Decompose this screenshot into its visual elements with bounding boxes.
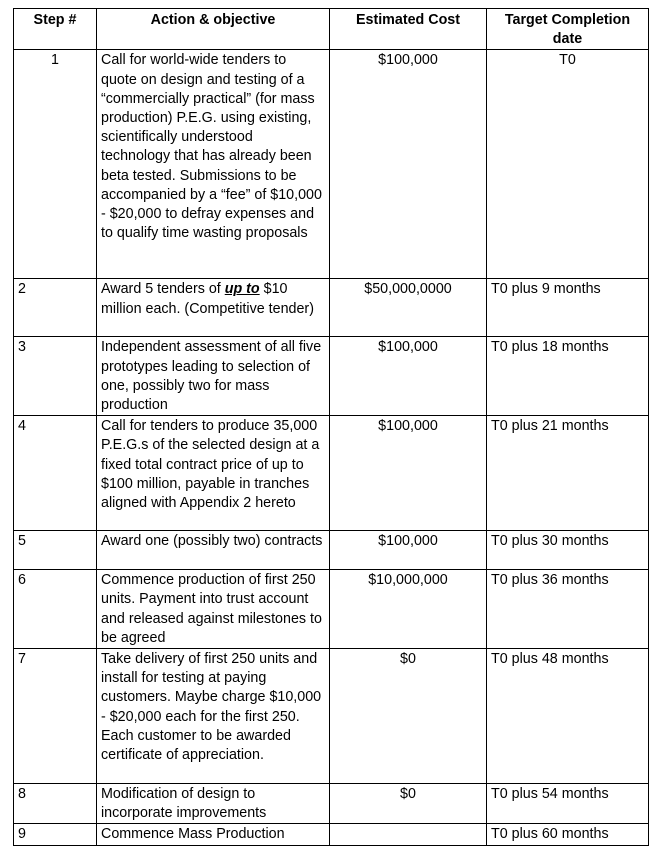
action-objective: Modification of design to incorporate improvements — [97, 784, 330, 824]
step-number: 5 — [14, 531, 97, 570]
step-number: 7 — [14, 649, 97, 784]
header-step: Step # — [14, 9, 97, 50]
action-objective: Award one (possibly two) contracts — [97, 531, 330, 570]
action-objective: Take delivery of first 250 units and install for testing at paying customers. Maybe charge $10,000 - $20,000 each for the first 250. Each customer to be awarded certificate of appreciation. — [97, 649, 330, 784]
target-date: T0 plus 30 months — [487, 531, 649, 570]
target-date: T0 plus 48 months — [487, 649, 649, 784]
table-row — [14, 416, 649, 531]
step-number: 9 — [14, 824, 97, 845]
table-row — [14, 50, 649, 279]
estimated-cost: $10,000,000 — [330, 570, 487, 649]
target-date: T0 plus 18 months — [487, 337, 649, 416]
table-row — [14, 531, 649, 570]
header-date: Target Completion date — [487, 9, 649, 50]
step-number: 2 — [14, 279, 97, 337]
action-objective: Call for world-wide tenders to quote on design and testing of a “commercially practical” (for mass production) P.E.G. using existing, scientifically understood technology that has already been beta tested. Submissions to be accompanied by a “fee” of $10,000 - $20,000 to defray expenses and to qualify time wasting proposals — [97, 50, 330, 279]
table-row — [14, 824, 649, 845]
target-date: T0 plus 54 months — [487, 784, 649, 824]
target-date: T0 plus 21 months — [487, 416, 649, 531]
action-objective: Call for tenders to produce 35,000 P.E.G.s of the selected design at a fixed total contract price of up to $100 million, payable in tranches aligned with Appendix 2 hereto — [97, 416, 330, 531]
step-number: 3 — [14, 337, 97, 416]
table-row — [14, 570, 649, 649]
table-row — [14, 279, 649, 337]
header-row — [14, 9, 649, 50]
header-cost: Estimated Cost — [330, 9, 487, 50]
target-date: T0 plus 36 months — [487, 570, 649, 649]
action-text-pre: Award 5 tenders of — [101, 281, 225, 298]
table-row — [14, 784, 649, 824]
target-date: T0 — [487, 50, 649, 279]
step-number: 4 — [14, 416, 97, 531]
estimated-cost — [330, 824, 487, 845]
target-date: T0 plus 60 months — [487, 824, 649, 845]
action-objective — [97, 279, 330, 337]
estimated-cost: $100,000 — [330, 416, 487, 531]
action-objective: Commence Mass Production — [97, 824, 330, 845]
target-date: T0 plus 9 months — [487, 279, 649, 337]
estimated-cost: $100,000 — [330, 337, 487, 416]
table-row — [14, 337, 649, 416]
table-row — [14, 649, 649, 784]
estimated-cost: $0 — [330, 649, 487, 784]
step-number: 8 — [14, 784, 97, 824]
header-action: Action & objective — [97, 9, 330, 50]
action-objective: Commence production of first 250 units. Payment into trust account and released against milestones to be agreed — [97, 570, 330, 649]
estimated-cost: $50,000,0000 — [330, 279, 487, 337]
estimated-cost: $0 — [330, 784, 487, 824]
action-objective: Independent assessment of all five prototypes leading to selection of one, possibly two for mass production — [97, 337, 330, 416]
action-text-emphasis: up to — [224, 281, 260, 298]
step-number: 1 — [14, 50, 97, 279]
estimated-cost: $100,000 — [330, 50, 487, 279]
action-text-post: $10 million each. (Competitive tender) — [101, 281, 314, 317]
step-number: 6 — [14, 570, 97, 649]
project-plan-table — [13, 8, 649, 846]
estimated-cost: $100,000 — [330, 531, 487, 570]
